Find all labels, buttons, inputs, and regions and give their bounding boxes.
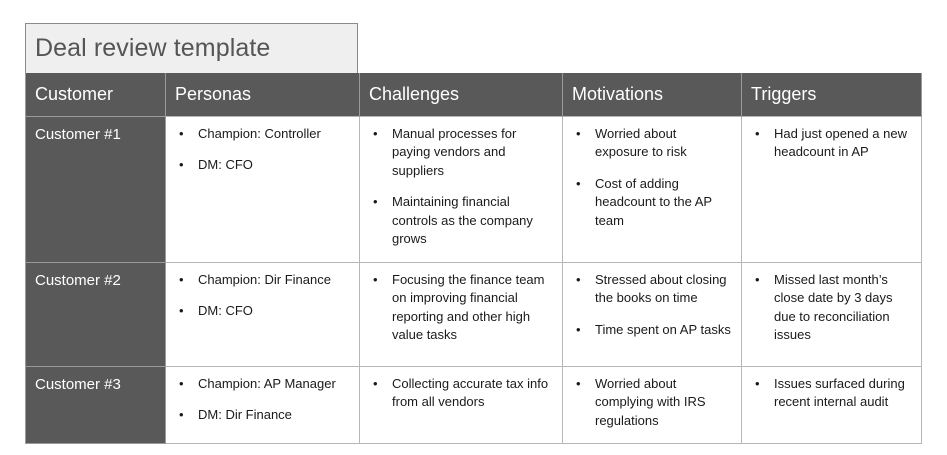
personas-cell [166, 116, 360, 262]
header-personas: Personas [166, 73, 360, 116]
list-item: • DM: Dir Finance [166, 406, 351, 425]
list-item: • DM: CFO [166, 156, 351, 175]
triggers-cell [742, 116, 922, 262]
list-item: • Time spent on AP tasks [563, 321, 733, 340]
list-item: • Manual processes for paying vendors and suppliers [360, 125, 554, 181]
list-item: • Stressed about closing the books on time [563, 271, 733, 308]
customer-name: Customer #2 [26, 262, 166, 366]
list-item: • Champion: AP Manager [166, 375, 351, 394]
list-item: • Champion: Controller [166, 125, 351, 144]
motivations-cell [563, 366, 742, 444]
triggers-cell [742, 366, 922, 444]
header-customer: Customer [26, 73, 166, 116]
list-item: • Focusing the finance team on improving financial reporting and other high value tasks [360, 271, 554, 345]
list-item: • Worried about exposure to risk [563, 125, 733, 162]
list-item: • Maintaining financial controls as the company grows [360, 193, 554, 249]
list-item: • Cost of adding headcount to the AP team [563, 175, 733, 231]
list-item: • Worried about complying with IRS regulations [563, 375, 733, 431]
table-row [26, 366, 922, 444]
deal-review-table [25, 73, 922, 444]
list-item: • Issues surfaced during recent internal audit [742, 375, 913, 412]
header-row [26, 73, 922, 116]
header-motivations: Motivations [563, 73, 742, 116]
challenges-cell [360, 366, 563, 444]
personas-cell [166, 262, 360, 366]
motivations-cell [563, 116, 742, 262]
list-item: • Had just opened a new headcount in AP [742, 125, 913, 162]
customer-name: Customer #3 [26, 366, 166, 444]
list-item: • Collecting accurate tax info from all vendors [360, 375, 554, 412]
header-challenges: Challenges [360, 73, 563, 116]
table-row [26, 262, 922, 366]
header-triggers: Triggers [742, 73, 922, 116]
triggers-cell [742, 262, 922, 366]
challenges-cell [360, 262, 563, 366]
list-item: • Missed last month’s close date by 3 days due to reconciliation issues [742, 271, 913, 345]
page-title: Deal review template [35, 34, 271, 62]
title-box [25, 23, 358, 73]
customer-name: Customer #1 [26, 116, 166, 262]
motivations-cell [563, 262, 742, 366]
personas-cell [166, 366, 360, 444]
list-item: • DM: CFO [166, 302, 351, 321]
challenges-cell [360, 116, 563, 262]
table-row [26, 116, 922, 262]
list-item: • Champion: Dir Finance [166, 271, 351, 290]
